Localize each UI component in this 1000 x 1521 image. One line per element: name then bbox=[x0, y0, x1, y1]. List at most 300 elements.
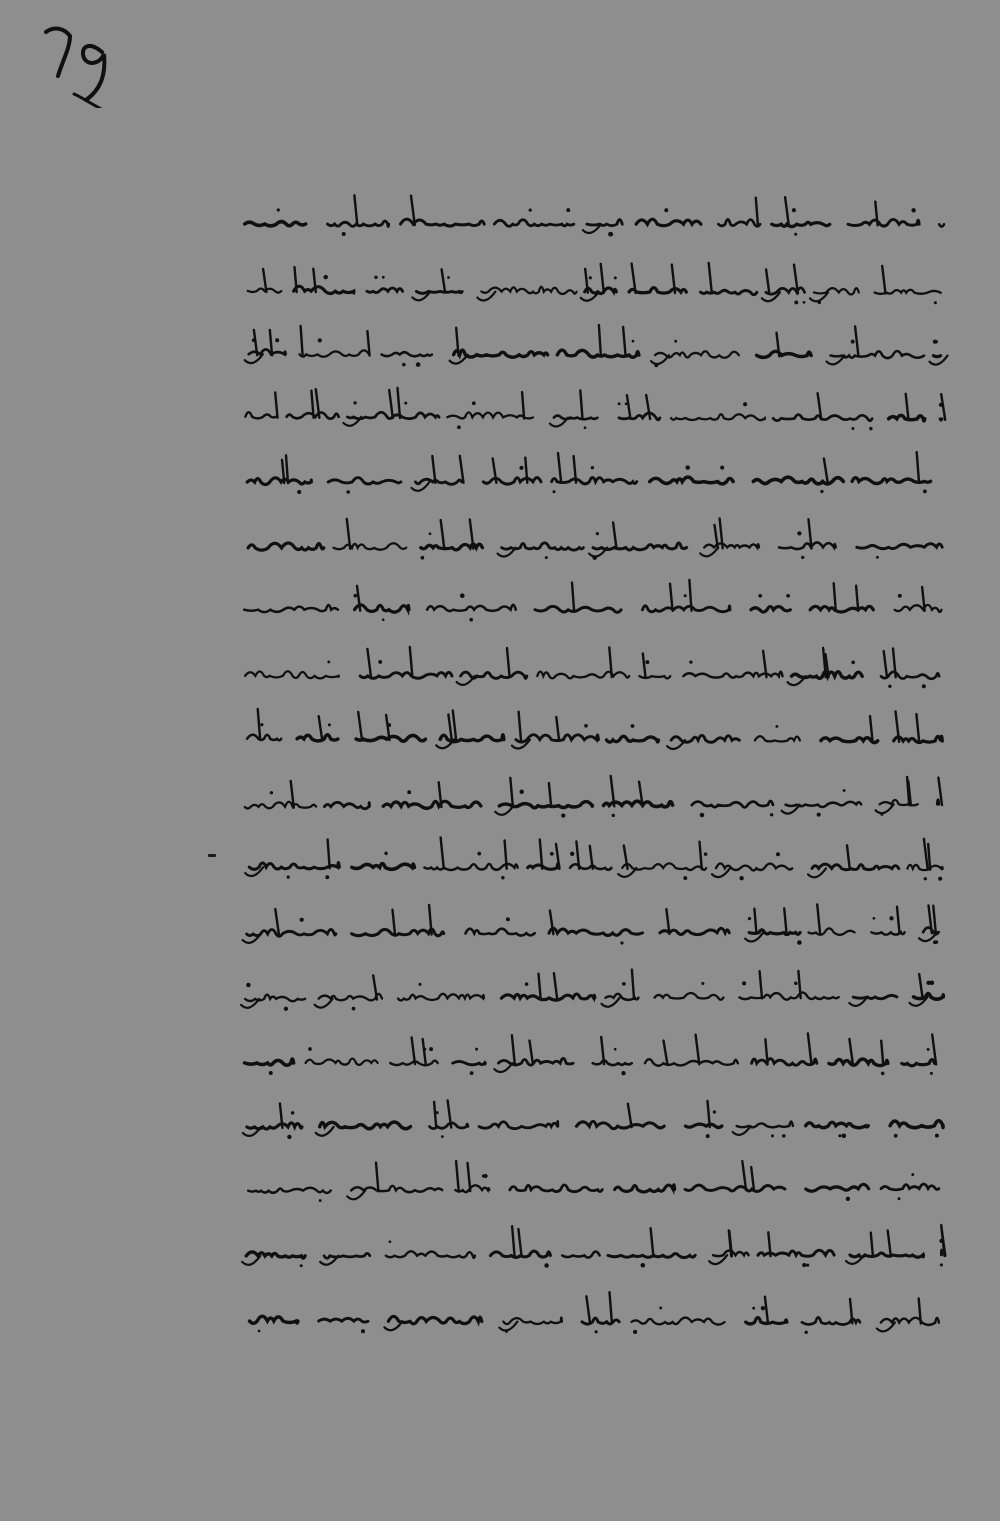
script-ascender bbox=[393, 909, 396, 934]
script-dot bbox=[284, 1007, 288, 1011]
script-word bbox=[245, 671, 339, 678]
script-dot bbox=[625, 402, 628, 405]
script-word bbox=[686, 1124, 722, 1127]
script-dot bbox=[384, 852, 387, 855]
script-dot bbox=[939, 403, 943, 407]
script-dot bbox=[869, 426, 872, 429]
script-dot bbox=[851, 340, 855, 344]
script-word bbox=[324, 802, 369, 808]
script-dot bbox=[881, 1071, 885, 1075]
handwritten-line-strokes bbox=[238, 257, 958, 309]
script-word bbox=[889, 415, 925, 421]
script-dot bbox=[328, 723, 331, 726]
script-ascender bbox=[784, 908, 786, 933]
script-dot bbox=[842, 1134, 847, 1139]
script-word bbox=[752, 1058, 817, 1065]
script-dot bbox=[838, 1134, 841, 1137]
handwritten-line-strokes bbox=[238, 1224, 958, 1276]
script-dot bbox=[308, 1047, 312, 1051]
script-dot bbox=[664, 208, 668, 212]
script-dot bbox=[633, 1329, 637, 1333]
script-dot bbox=[685, 465, 689, 469]
script-dot bbox=[287, 1135, 291, 1139]
script-ascender bbox=[785, 197, 789, 225]
manuscript-line bbox=[238, 386, 958, 438]
script-dot bbox=[797, 940, 802, 945]
script-dot bbox=[641, 1263, 646, 1268]
script-ascender bbox=[530, 1040, 533, 1064]
script-dot bbox=[720, 466, 724, 470]
script-ascender bbox=[410, 647, 413, 677]
manuscript-line bbox=[238, 837, 958, 889]
script-dot bbox=[706, 1134, 710, 1138]
script-word bbox=[814, 288, 859, 294]
script-dot bbox=[483, 1173, 487, 1177]
script-dot bbox=[806, 1263, 809, 1266]
script-dot bbox=[287, 875, 290, 878]
script-ascender bbox=[766, 269, 769, 293]
script-dot bbox=[873, 916, 876, 919]
script-dot bbox=[352, 1007, 356, 1011]
script-dot bbox=[794, 233, 797, 236]
script-dot bbox=[246, 983, 250, 987]
script-dot bbox=[775, 725, 778, 728]
script-dot bbox=[550, 852, 554, 856]
script-word bbox=[352, 929, 444, 936]
script-dot bbox=[269, 1071, 273, 1075]
script-word bbox=[809, 928, 855, 934]
script-dot bbox=[614, 276, 617, 279]
handwritten-line-strokes bbox=[238, 515, 958, 567]
script-ascender bbox=[412, 1037, 415, 1064]
script-word bbox=[247, 478, 311, 485]
manuscript-line bbox=[238, 1160, 958, 1212]
manuscript-text-block bbox=[238, 192, 958, 1352]
script-word bbox=[739, 992, 838, 999]
script-dot bbox=[275, 338, 279, 342]
script-dot bbox=[545, 556, 548, 559]
script-dot bbox=[940, 1263, 943, 1266]
script-word bbox=[718, 219, 760, 226]
manuscript-line bbox=[238, 773, 958, 825]
script-dot bbox=[761, 1306, 765, 1310]
script-word bbox=[810, 606, 873, 612]
script-word bbox=[751, 607, 790, 613]
script-word bbox=[537, 671, 629, 678]
script-word bbox=[245, 222, 306, 226]
script-dot bbox=[939, 1239, 943, 1243]
handwritten-line-strokes bbox=[238, 192, 958, 244]
script-ascender bbox=[613, 522, 616, 548]
script-word bbox=[383, 801, 481, 808]
script-word bbox=[535, 606, 621, 612]
script-ascender bbox=[434, 1102, 436, 1128]
script-tail bbox=[712, 868, 730, 877]
script-dot bbox=[851, 427, 854, 430]
handwritten-line-strokes bbox=[238, 1160, 958, 1212]
script-word bbox=[806, 1184, 869, 1191]
script-dot bbox=[300, 917, 304, 921]
script-dot bbox=[419, 983, 422, 986]
script-word bbox=[297, 735, 338, 741]
script-dot bbox=[801, 555, 804, 558]
script-dot bbox=[354, 594, 358, 598]
script-dot bbox=[429, 1047, 433, 1051]
manuscript-line bbox=[238, 644, 958, 696]
script-dot bbox=[923, 489, 927, 493]
script-ascender bbox=[580, 390, 582, 418]
script-dot bbox=[782, 1134, 786, 1138]
manuscript-line bbox=[238, 1289, 958, 1341]
script-word bbox=[941, 1250, 942, 1255]
script-word bbox=[685, 1185, 785, 1191]
handwritten-line-strokes bbox=[238, 1095, 958, 1147]
script-word bbox=[245, 801, 316, 808]
script-word bbox=[324, 1253, 370, 1258]
script-ascender bbox=[386, 715, 389, 740]
script-word bbox=[461, 672, 527, 678]
script-ascender bbox=[586, 1296, 590, 1323]
handwritten-line-strokes bbox=[238, 708, 958, 760]
script-ascender bbox=[808, 1033, 812, 1064]
script-word bbox=[247, 1123, 302, 1129]
script-dot bbox=[472, 401, 476, 405]
script-word bbox=[294, 286, 354, 293]
script-ascender bbox=[558, 453, 561, 483]
script-dot bbox=[776, 852, 780, 856]
script-word bbox=[455, 1185, 489, 1192]
script-ascender bbox=[263, 268, 266, 291]
script-ascender bbox=[599, 325, 601, 356]
script-word bbox=[453, 1061, 486, 1064]
script-dot bbox=[797, 531, 801, 535]
script-word bbox=[503, 1317, 562, 1324]
script-ascender bbox=[468, 1163, 471, 1191]
script-ascender bbox=[610, 1292, 612, 1323]
script-word bbox=[850, 1253, 924, 1257]
script-ascender bbox=[275, 392, 277, 417]
script-dot bbox=[353, 401, 356, 404]
script-dot bbox=[529, 208, 532, 211]
script-word bbox=[466, 928, 535, 935]
handwritten-line-strokes bbox=[238, 1031, 958, 1083]
script-word bbox=[853, 995, 897, 998]
script-dot bbox=[911, 1173, 914, 1176]
script-dot bbox=[817, 812, 821, 816]
script-word bbox=[890, 1121, 943, 1128]
script-word bbox=[319, 1318, 368, 1322]
script-word bbox=[501, 994, 594, 1000]
script-dot bbox=[701, 982, 704, 985]
script-dot bbox=[620, 941, 623, 944]
script-dot bbox=[475, 1047, 478, 1050]
script-ascender bbox=[871, 1233, 873, 1256]
script-dot bbox=[519, 789, 523, 793]
script-dot bbox=[922, 684, 926, 688]
script-dot bbox=[506, 917, 510, 921]
script-word bbox=[427, 605, 516, 611]
script-dot bbox=[758, 594, 762, 598]
script-dot bbox=[389, 1240, 392, 1243]
script-dot bbox=[436, 1111, 439, 1114]
script-word bbox=[629, 287, 686, 293]
script-dot bbox=[659, 1306, 662, 1309]
script-word bbox=[570, 864, 611, 870]
script-word bbox=[562, 1252, 599, 1258]
script-dot bbox=[743, 402, 747, 406]
script-dot bbox=[645, 660, 649, 664]
script-ascender bbox=[522, 392, 524, 418]
script-dot bbox=[584, 426, 587, 429]
script-word bbox=[360, 672, 452, 678]
folio-number-handwritten bbox=[40, 18, 130, 108]
script-ascender bbox=[367, 648, 371, 676]
script-word bbox=[250, 1316, 299, 1323]
handwritten-line-strokes bbox=[238, 902, 958, 954]
script-tail bbox=[876, 804, 894, 813]
script-word bbox=[608, 1254, 695, 1258]
script-ascender bbox=[519, 712, 521, 741]
script-dot bbox=[924, 877, 927, 880]
script-dot bbox=[683, 876, 687, 880]
script-word bbox=[671, 414, 765, 420]
script-word bbox=[510, 1184, 603, 1191]
script-dot bbox=[277, 208, 280, 211]
script-dot bbox=[325, 875, 329, 879]
script-dot bbox=[935, 340, 938, 343]
script-dot bbox=[460, 593, 465, 598]
script-dot bbox=[794, 300, 798, 304]
script-word bbox=[881, 671, 939, 678]
script-word bbox=[716, 863, 792, 870]
script-word bbox=[757, 351, 812, 357]
script-ascender bbox=[884, 651, 887, 677]
script-ascender bbox=[510, 777, 513, 806]
script-word bbox=[692, 800, 773, 806]
script-word bbox=[440, 735, 504, 742]
script-dot bbox=[429, 532, 432, 535]
script-ascender bbox=[301, 326, 303, 355]
script-ascender bbox=[929, 905, 932, 933]
script-word bbox=[247, 735, 281, 741]
script-dot bbox=[889, 916, 893, 920]
script-word bbox=[848, 219, 919, 226]
script-ascender bbox=[423, 1039, 426, 1064]
script-ascender bbox=[328, 840, 330, 869]
script-word bbox=[587, 220, 622, 226]
script-ascender bbox=[518, 1229, 521, 1256]
script-word bbox=[615, 1184, 675, 1191]
script-ascender bbox=[919, 974, 922, 998]
script-dot bbox=[258, 1329, 261, 1332]
script-dot bbox=[804, 1330, 807, 1333]
script-word bbox=[755, 736, 800, 741]
script-ascender bbox=[549, 783, 551, 807]
script-dot bbox=[423, 1047, 426, 1050]
script-word bbox=[907, 865, 942, 870]
script-dot bbox=[566, 208, 570, 212]
script-word bbox=[701, 290, 757, 294]
script-ascender bbox=[824, 459, 828, 483]
script-word bbox=[416, 479, 462, 484]
script-dot bbox=[402, 363, 406, 367]
manuscript-line bbox=[238, 321, 958, 373]
script-dot bbox=[930, 1071, 933, 1074]
handwritten-line-strokes bbox=[238, 321, 958, 373]
script-dot bbox=[477, 852, 481, 856]
script-ascender bbox=[933, 905, 936, 933]
script-word bbox=[382, 352, 432, 356]
script-word bbox=[554, 415, 598, 419]
script-word bbox=[424, 864, 517, 870]
script-dot bbox=[319, 1199, 322, 1202]
script-dot bbox=[378, 659, 382, 663]
script-tail bbox=[808, 868, 826, 877]
script-word bbox=[779, 542, 836, 549]
script-dot bbox=[584, 724, 588, 728]
script-ascender bbox=[754, 908, 756, 933]
script-ascender bbox=[729, 1231, 732, 1257]
script-ascender bbox=[765, 1296, 768, 1323]
script-ascender bbox=[700, 842, 702, 869]
script-ascender bbox=[376, 1162, 378, 1191]
script-dot bbox=[742, 981, 746, 985]
script-dot bbox=[323, 274, 327, 278]
script-dot bbox=[297, 490, 301, 494]
script-word bbox=[549, 928, 643, 935]
script-ascender bbox=[512, 1226, 515, 1256]
script-word bbox=[483, 478, 541, 484]
script-ascender bbox=[627, 395, 631, 419]
script-ascender bbox=[855, 327, 858, 357]
script-ascender bbox=[354, 195, 357, 225]
manuscript-line bbox=[238, 1224, 958, 1276]
script-ascender bbox=[897, 906, 900, 933]
script-word bbox=[593, 1060, 632, 1065]
script-dot bbox=[748, 916, 751, 919]
script-ascender bbox=[441, 838, 444, 869]
manuscript-line bbox=[238, 1031, 958, 1083]
script-dot bbox=[318, 338, 322, 342]
script-word bbox=[821, 738, 878, 743]
script-dot bbox=[820, 490, 823, 493]
script-tail bbox=[495, 805, 513, 814]
script-ascender bbox=[432, 456, 435, 483]
handwritten-line-strokes bbox=[238, 966, 958, 1018]
script-dot bbox=[771, 1134, 774, 1137]
script-word bbox=[355, 605, 409, 612]
script-word bbox=[248, 542, 324, 549]
script-dot bbox=[739, 876, 743, 880]
script-dot bbox=[374, 275, 377, 278]
script-ascender bbox=[442, 269, 446, 292]
script-dot bbox=[934, 301, 937, 304]
script-dot bbox=[622, 982, 626, 986]
manuscript-line bbox=[238, 515, 958, 567]
script-dot bbox=[260, 723, 263, 726]
script-ascender bbox=[623, 327, 626, 356]
handwritten-line-strokes bbox=[238, 773, 958, 825]
script-dot bbox=[632, 340, 635, 343]
script-dot bbox=[561, 813, 565, 817]
handwritten-line-strokes bbox=[238, 450, 958, 502]
script-ascender bbox=[696, 1034, 700, 1064]
script-dot bbox=[674, 340, 677, 343]
script-word bbox=[334, 543, 407, 550]
script-dot bbox=[803, 301, 806, 304]
script-word bbox=[607, 736, 659, 742]
script-tail bbox=[315, 999, 333, 1008]
script-ascender bbox=[906, 393, 909, 419]
script-word bbox=[585, 287, 617, 293]
script-word bbox=[939, 224, 944, 226]
script-dot bbox=[346, 490, 350, 494]
script-dot bbox=[851, 660, 855, 664]
script-dot bbox=[933, 940, 937, 944]
script-dot bbox=[894, 1134, 898, 1138]
script-word bbox=[249, 349, 286, 354]
manuscript-line bbox=[238, 192, 958, 244]
script-ascender bbox=[453, 711, 456, 741]
script-word bbox=[352, 864, 415, 870]
script-ascender bbox=[358, 712, 362, 740]
script-ascender bbox=[760, 971, 762, 998]
script-word bbox=[552, 478, 637, 484]
script-ascender bbox=[556, 717, 559, 741]
script-word bbox=[895, 605, 942, 612]
script-word bbox=[386, 1251, 475, 1258]
script-dot bbox=[704, 852, 708, 856]
manuscript-line bbox=[238, 579, 958, 631]
script-ascender bbox=[875, 202, 877, 226]
script-word bbox=[300, 350, 370, 356]
script-dot bbox=[553, 490, 556, 493]
script-word bbox=[356, 735, 425, 741]
script-dot bbox=[470, 1071, 474, 1075]
script-ascender bbox=[888, 1231, 891, 1257]
script-dot bbox=[609, 232, 614, 237]
script-word bbox=[416, 291, 462, 293]
script-dot bbox=[589, 276, 592, 279]
script-word bbox=[398, 994, 484, 1001]
script-ascender bbox=[554, 973, 557, 999]
script-ascender bbox=[664, 1040, 668, 1064]
script-dot bbox=[525, 982, 529, 986]
script-word bbox=[857, 543, 942, 548]
script-word bbox=[619, 412, 660, 419]
handwritten-line-strokes bbox=[238, 386, 958, 438]
script-dot bbox=[930, 981, 935, 986]
script-ascender bbox=[941, 394, 945, 420]
script-word bbox=[319, 994, 382, 1000]
script-tail bbox=[347, 1190, 365, 1199]
script-ascender bbox=[448, 715, 451, 741]
script-dot bbox=[618, 402, 621, 405]
script-tail bbox=[602, 998, 620, 1007]
handwritten-line-strokes bbox=[238, 1289, 958, 1341]
script-dot bbox=[843, 789, 846, 792]
script-word bbox=[636, 219, 701, 226]
script-ascender bbox=[916, 714, 919, 742]
script-word bbox=[245, 1059, 294, 1065]
script-dot bbox=[631, 724, 635, 728]
script-word bbox=[645, 1059, 738, 1066]
script-word bbox=[829, 1059, 888, 1066]
script-ascender bbox=[709, 262, 712, 292]
script-dot bbox=[342, 232, 346, 236]
handwritten-line-strokes bbox=[238, 837, 958, 889]
script-word bbox=[528, 864, 559, 870]
